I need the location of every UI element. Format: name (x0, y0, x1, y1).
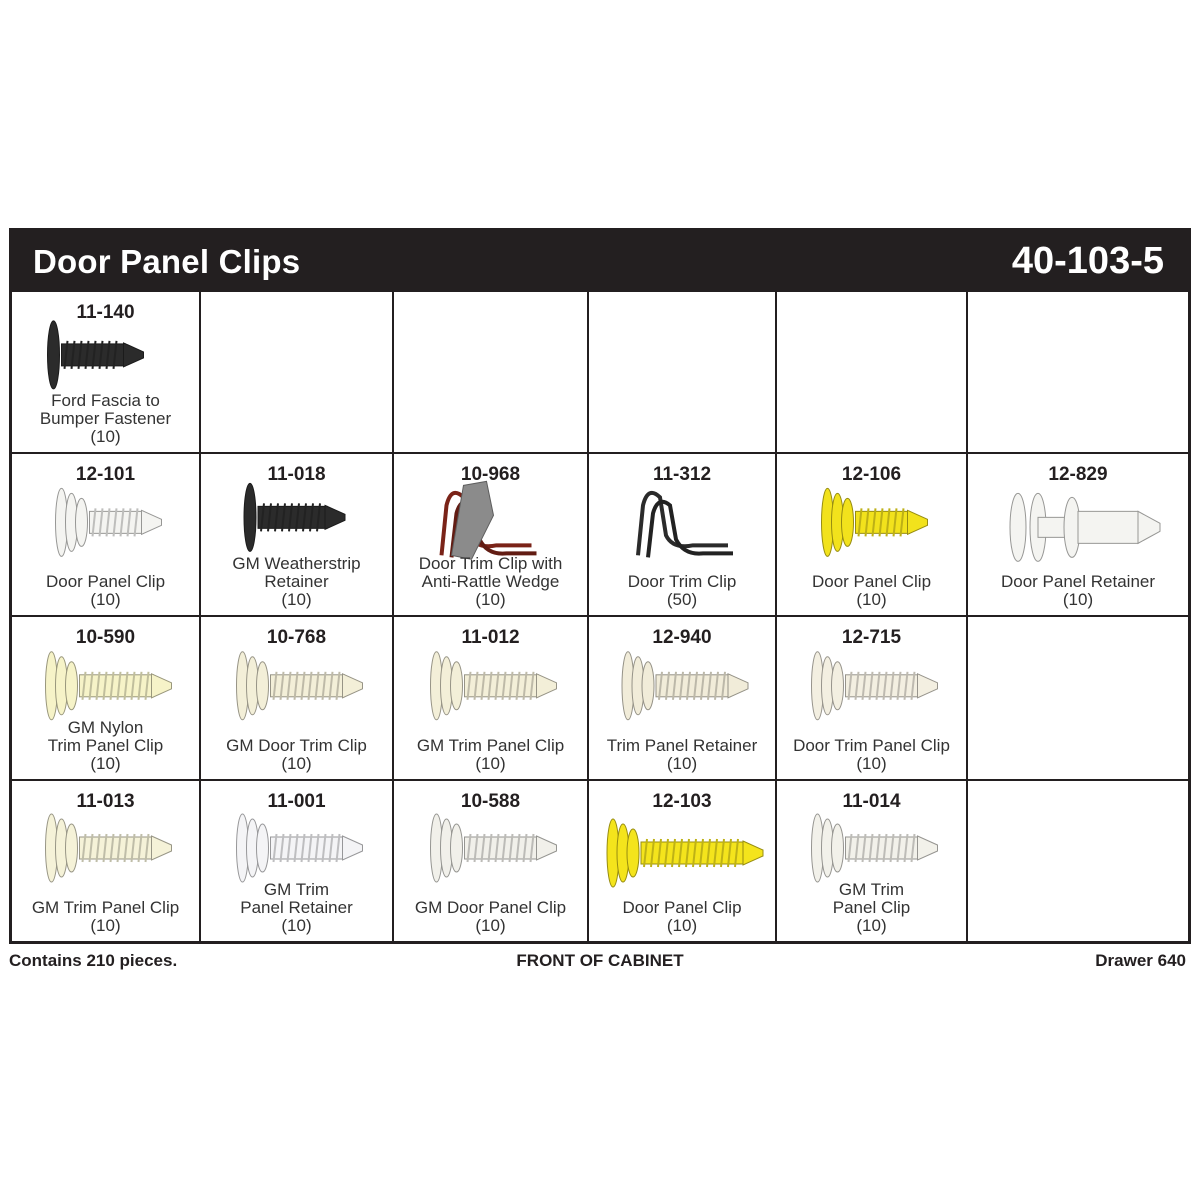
part-description-line: GM Nylon (67, 718, 144, 737)
part-quantity: (10) (475, 590, 506, 609)
part-description-line: GM Trim Panel Clip (416, 736, 565, 755)
part-description-line: Ford Fascia to (51, 391, 160, 410)
part-description-line: Door Panel Clip (811, 572, 932, 591)
part-cell-11-312 (589, 454, 777, 617)
part-description-line: GM Trim (263, 880, 330, 899)
part-quantity: (10) (90, 916, 121, 935)
part-number: 11-018 (267, 464, 326, 485)
part-number: 10-590 (75, 627, 136, 648)
part-cell-12-829 (968, 454, 1188, 617)
part-description-line: GM Trim Panel Clip (31, 898, 180, 917)
part-quantity: (10) (666, 916, 698, 935)
part-number: 10-968 (460, 464, 521, 485)
part-description-line: Door Panel Clip (45, 572, 166, 591)
part-cell-11-012 (394, 617, 589, 781)
part-description-line: GM Door Trim Clip (226, 736, 367, 755)
part-cell-11-018 (201, 454, 394, 617)
part-description-line: Retainer (264, 572, 329, 591)
empty-cell (968, 617, 1188, 781)
part-quantity: (10) (666, 754, 698, 773)
part-cell-11-140 (12, 292, 201, 454)
part-description-line: Door Trim Clip (627, 572, 737, 591)
part-cell-12-940 (589, 617, 777, 781)
part-description-line: Panel Retainer (240, 898, 353, 917)
part-number: 10-768 (266, 627, 327, 648)
part-quantity: (10) (856, 590, 887, 609)
part-description-line: Door Panel Retainer (1000, 572, 1156, 591)
drawer-number: Drawer 640 (1095, 951, 1186, 970)
part-cell-12-106 (777, 454, 968, 617)
part-description-line: Door Panel Clip (622, 898, 742, 917)
part-cell-11-014 (777, 781, 968, 941)
part-cell-12-101 (12, 454, 201, 617)
part-description (394, 555, 587, 591)
part-description (201, 881, 392, 917)
empty-cell (201, 292, 394, 454)
part-number: 10-588 (460, 791, 521, 812)
part-quantity: (10) (90, 754, 121, 773)
part-number: 12-101 (75, 464, 136, 485)
part-description (777, 573, 966, 591)
part-number: 12-106 (841, 464, 902, 485)
part-number: 11-140 (76, 302, 135, 323)
kit-number: 40-103-5 (1011, 240, 1164, 282)
part-number: 12-829 (1048, 464, 1108, 485)
header-bar (12, 231, 1188, 292)
part-description-line: Trim Panel Clip (47, 736, 164, 755)
part-description-line: Door Trim Panel Clip (793, 736, 950, 755)
part-description-line: GM Door Panel Clip (414, 898, 567, 917)
part-quantity: (10) (856, 754, 887, 773)
empty-cell (968, 292, 1188, 454)
part-quantity: (10) (856, 916, 887, 935)
part-quantity: (10) (1062, 590, 1094, 609)
part-description (777, 737, 966, 755)
part-cell-10-768 (201, 617, 394, 781)
part-number: 11-012 (461, 627, 520, 648)
part-description (394, 737, 587, 755)
part-cell-10-590 (12, 617, 201, 781)
part-description (589, 573, 775, 591)
part-description-line: GM Weatherstrip (232, 554, 361, 573)
part-cell-11-013 (12, 781, 201, 941)
front-of-cabinet-label: FRONT OF CABINET (516, 951, 684, 970)
part-description (201, 737, 392, 755)
part-cell-12-715 (777, 617, 968, 781)
part-number: 11-014 (842, 791, 901, 812)
empty-cell (968, 781, 1188, 941)
part-description (12, 392, 199, 428)
part-quantity: (10) (281, 590, 312, 609)
part-description (968, 573, 1188, 591)
part-quantity: (10) (281, 754, 312, 773)
part-cell-11-001 (201, 781, 394, 941)
part-description-line: Bumper Fastener (39, 409, 172, 428)
part-description (777, 881, 966, 917)
part-description (12, 573, 199, 591)
part-quantity: (10) (475, 916, 506, 935)
empty-cell (777, 292, 968, 454)
part-cell-10-968 (394, 454, 589, 617)
part-description (201, 555, 392, 591)
part-description-line: Door Trim Clip with (418, 554, 563, 573)
part-description-line: Trim Panel Retainer (606, 736, 758, 755)
part-description-line: Anti-Rattle Wedge (421, 572, 560, 591)
drawer-label-card (9, 228, 1191, 944)
part-number: 11-013 (76, 791, 135, 812)
part-quantity: (10) (281, 916, 312, 935)
part-quantity: (10) (90, 427, 121, 446)
part-description-line: Panel Clip (832, 898, 911, 917)
part-number: 12-715 (841, 627, 902, 648)
part-number: 12-103 (652, 791, 712, 812)
part-description (394, 899, 587, 917)
part-number: 11-312 (652, 464, 712, 485)
part-description (12, 899, 199, 917)
part-number: 12-940 (652, 627, 712, 648)
part-description (589, 737, 775, 755)
part-number: 11-001 (267, 791, 326, 812)
parts-grid (12, 292, 1188, 941)
piece-count: Contains 210 pieces. (9, 951, 178, 970)
part-quantity: (10) (90, 590, 121, 609)
part-cell-12-103 (589, 781, 777, 941)
part-quantity: (10) (475, 754, 506, 773)
part-cell-10-588 (394, 781, 589, 941)
part-quantity: (50) (666, 590, 698, 609)
empty-cell (589, 292, 777, 454)
part-description (12, 719, 199, 755)
part-description-line: GM Trim (838, 880, 905, 899)
empty-cell (394, 292, 589, 454)
part-description (589, 899, 775, 917)
page-title: Door Panel Clips (33, 243, 301, 280)
